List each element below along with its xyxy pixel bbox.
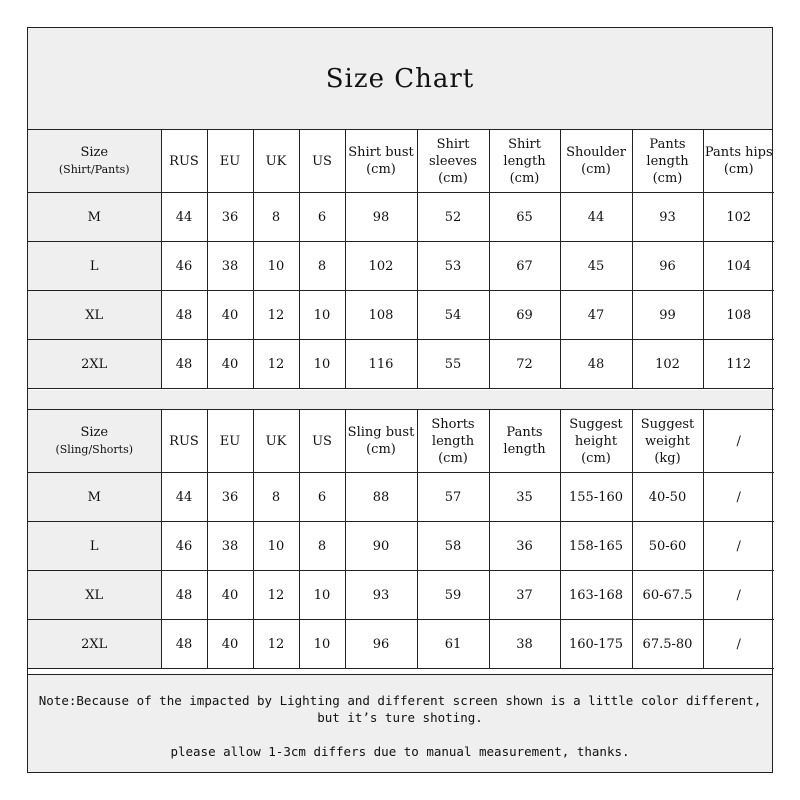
table-cell: /: [703, 473, 774, 522]
table-separator: [28, 390, 772, 409]
column-header-label: UK: [265, 433, 287, 449]
table-cell: 88: [345, 473, 417, 522]
table-cell: 67: [489, 242, 560, 291]
table-cell: 55: [417, 340, 489, 389]
column-header-label: Shirt bust (cm): [348, 145, 414, 177]
table-cell: 36: [207, 193, 253, 242]
table-cell: 10: [253, 522, 299, 571]
table-cell: 47: [560, 291, 632, 340]
table-cell: 40: [207, 340, 253, 389]
table-cell: 10: [299, 340, 345, 389]
size-label: M: [28, 473, 161, 522]
column-header: [489, 130, 560, 193]
table-cell: 12: [253, 340, 299, 389]
size-chart: [27, 27, 773, 773]
table-cell: 102: [703, 193, 774, 242]
table-cell: 38: [207, 242, 253, 291]
column-header-label: /: [736, 433, 741, 449]
table-cell: 36: [207, 473, 253, 522]
title-row: [28, 28, 772, 130]
table-cell: 44: [560, 193, 632, 242]
table-row: [28, 193, 774, 242]
chart-title: Size Chart: [325, 63, 475, 94]
column-header-label: UK: [265, 153, 287, 169]
column-header: [161, 410, 207, 473]
table-cell: 12: [253, 291, 299, 340]
table-cell: 52: [417, 193, 489, 242]
table-cell: 72: [489, 340, 560, 389]
table-cell: 48: [161, 620, 207, 669]
column-header: [345, 410, 417, 473]
table-cell: 8: [299, 522, 345, 571]
table-cell: 10: [299, 571, 345, 620]
column-header: [28, 410, 161, 473]
table-cell: 90: [345, 522, 417, 571]
table-cell: 10: [299, 291, 345, 340]
table-cell: 12: [253, 571, 299, 620]
header-row: [28, 130, 774, 193]
table-row: [28, 473, 774, 522]
table-cell: 96: [345, 620, 417, 669]
table-cell: 108: [703, 291, 774, 340]
table-cell: 46: [161, 242, 207, 291]
column-header-label: Sling bust (cm): [347, 425, 415, 457]
column-header-label: Pants hips (cm): [704, 145, 773, 177]
column-header-label: Pants length (cm): [646, 136, 689, 186]
table-cell: 48: [560, 340, 632, 389]
table-cell: 12: [253, 620, 299, 669]
column-header: [703, 410, 774, 473]
column-header: [253, 410, 299, 473]
table-cell: 48: [161, 340, 207, 389]
column-header: [632, 410, 703, 473]
column-header: [28, 130, 161, 193]
column-header-label: Size: [80, 425, 109, 440]
column-header-label: US: [312, 153, 332, 169]
table-cell: 48: [161, 571, 207, 620]
table-cell: /: [703, 522, 774, 571]
table-cell: 65: [489, 193, 560, 242]
table-cell: 8: [253, 193, 299, 242]
table-cell: 59: [417, 571, 489, 620]
table-cell: 99: [632, 291, 703, 340]
column-header-label: Shoulder (cm): [566, 145, 626, 177]
size-label: L: [28, 522, 161, 571]
table-cell: 69: [489, 291, 560, 340]
table-cell: 50-60: [632, 522, 703, 571]
column-header-label: RUS: [169, 153, 199, 169]
table-cell: 35: [489, 473, 560, 522]
table-cell: 93: [345, 571, 417, 620]
table-cell: 112: [703, 340, 774, 389]
table-cell: 98: [345, 193, 417, 242]
table-cell: 61: [417, 620, 489, 669]
note-text: Note:Because of the impacted by Lighting and different screen shown is a little color different, but it’s ture shoting.: [38, 693, 762, 725]
column-header: [299, 130, 345, 193]
column-header-label: Shirt sleeves (cm): [429, 136, 477, 186]
table-row: [28, 571, 774, 620]
table-cell: 10: [299, 620, 345, 669]
size-label: M: [28, 193, 161, 242]
table-cell: 37: [489, 571, 560, 620]
column-header: [703, 130, 774, 193]
size-label: 2XL: [28, 340, 161, 389]
table-cell: 40: [207, 291, 253, 340]
column-header-label: Suggest height (cm): [569, 416, 623, 466]
column-header-sublabel: (Sling/Shorts): [55, 443, 134, 456]
table-row: [28, 620, 774, 669]
table-cell: 67.5-80: [632, 620, 703, 669]
column-header: [299, 410, 345, 473]
table-cell: 8: [299, 242, 345, 291]
table-row: [28, 340, 774, 389]
table-cell: 40: [207, 620, 253, 669]
column-header-label: Shirt length (cm): [503, 136, 546, 186]
size-label: L: [28, 242, 161, 291]
column-header-label: US: [312, 433, 332, 449]
column-header: [560, 130, 632, 193]
table-cell: 38: [489, 620, 560, 669]
table-cell: /: [703, 571, 774, 620]
size-table-shirt-pants: [28, 130, 774, 389]
column-header-label: Suggest weight (kg): [640, 416, 695, 466]
table-cell: 8: [253, 473, 299, 522]
column-header-label: EU: [219, 153, 241, 169]
column-header: [161, 130, 207, 193]
table-cell: 96: [632, 242, 703, 291]
table-cell: 58: [417, 522, 489, 571]
table-cell: 163-168: [560, 571, 632, 620]
table-cell: 44: [161, 473, 207, 522]
column-header: [417, 130, 489, 193]
column-header: [417, 410, 489, 473]
column-header: [489, 410, 560, 473]
column-header: [207, 130, 253, 193]
table-cell: 160-175: [560, 620, 632, 669]
table-cell: 93: [632, 193, 703, 242]
table-cell: 38: [207, 522, 253, 571]
table-cell: 60-67.5: [632, 571, 703, 620]
column-header: [253, 130, 299, 193]
note-section: [28, 674, 772, 772]
table-cell: 57: [417, 473, 489, 522]
table-cell: /: [703, 620, 774, 669]
column-header-label: EU: [219, 433, 241, 449]
table-cell: 54: [417, 291, 489, 340]
column-header-label: Shorts length (cm): [431, 416, 475, 466]
table-cell: 102: [345, 242, 417, 291]
column-header: [560, 410, 632, 473]
table-cell: 158-165: [560, 522, 632, 571]
table-cell: 10: [253, 242, 299, 291]
column-header-label: Pants length: [503, 425, 546, 457]
table-cell: 36: [489, 522, 560, 571]
table-cell: 44: [161, 193, 207, 242]
column-header-label: Size: [80, 145, 109, 160]
table-cell: 108: [345, 291, 417, 340]
size-label: XL: [28, 571, 161, 620]
size-label: XL: [28, 291, 161, 340]
table-cell: 6: [299, 193, 345, 242]
table-row: [28, 242, 774, 291]
header-row: [28, 410, 774, 473]
table-cell: 40: [207, 571, 253, 620]
table-cell: 155-160: [560, 473, 632, 522]
table-cell: 40-50: [632, 473, 703, 522]
table-row: [28, 522, 774, 571]
table-cell: 53: [417, 242, 489, 291]
table-cell: 102: [632, 340, 703, 389]
table-cell: 104: [703, 242, 774, 291]
column-header: [345, 130, 417, 193]
column-header-label: RUS: [169, 433, 199, 449]
size-table-sling-shorts: [28, 409, 774, 669]
table-row: [28, 291, 774, 340]
column-header: [632, 130, 703, 193]
table-cell: 48: [161, 291, 207, 340]
table-cell: 6: [299, 473, 345, 522]
table-cell: 45: [560, 242, 632, 291]
measurement-note: please allow 1-3cm differs due to manual measurement, thanks.: [170, 744, 630, 759]
table-cell: 46: [161, 522, 207, 571]
table-cell: 116: [345, 340, 417, 389]
column-header: [207, 410, 253, 473]
size-label: 2XL: [28, 620, 161, 669]
column-header-sublabel: (Shirt/Pants): [58, 163, 130, 176]
